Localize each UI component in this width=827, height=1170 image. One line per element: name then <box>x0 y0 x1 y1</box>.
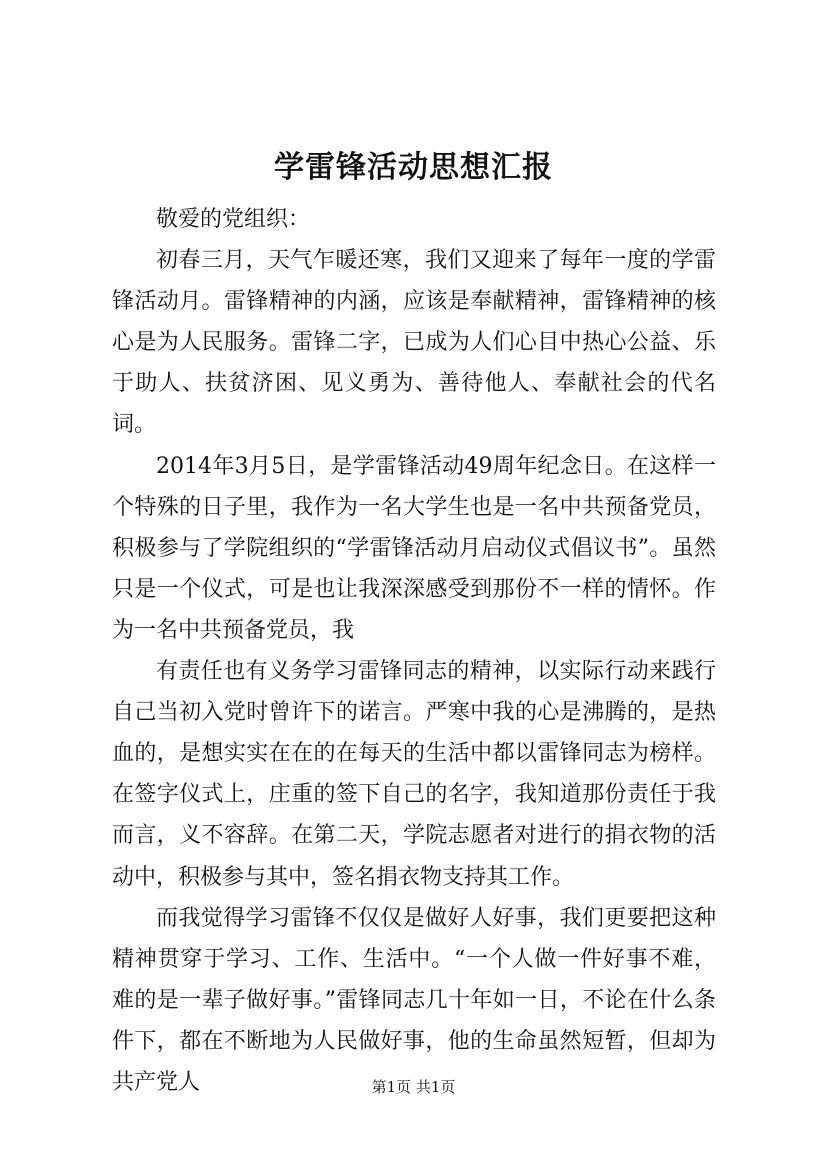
paragraph-1: 初春三月，天气乍暖还寒，我们又迎来了每年一度的学雷锋活动月。雷锋精神的内涵，应该是奉献精神，雷锋精神的核心是为人民服务。雷锋二字，已成为人们心目中热心公益、乐于助人、扶贫济困、见义勇为、善待他人、奉献社会的代名词。 <box>112 248 716 438</box>
page-footer: 第1页 共1页 <box>371 1078 456 1096</box>
document-title: 学雷锋活动思想汇报 <box>274 150 553 185</box>
paragraph-3: 有责任也有义务学习雷锋同志的精神，以实际行动来践行自己当初入党时曾许下的诺言。严寒中我的心是沸腾的，是热血的，是想实实在在的在每天的生活中都以雷锋同志为榜样。在签字仪式上，庄重的签下自己的名字，我知道那份责任于我而言，义不容辞。在第二天，学院志愿者对进行的捐衣物的活动中，积极参与其中，签名捐衣物支持其工作。 <box>112 659 716 890</box>
salutation: 敬爱的党组织： <box>156 207 311 232</box>
paragraph-2: 2014年3月5日，是学雷锋活动49周年纪念日。在这样一个特殊的日子里，我作为一名大学生也是一名中共预备党员，积极参与了学院组织的“学雷锋活动月启动仪式倡议书”。虽然只是一个仪式，可是也让我深深感受到那份不一样的情怀。作为一名中共预备党员，我 <box>112 453 716 643</box>
document-body <box>112 199 716 1103</box>
paragraph-4: 而我觉得学习雷锋不仅仅是做好人好事，我们更要把这种精神贯穿于学习、工作、生活中。“一个人做一件好事不难，难的是一辈子做好事。”雷锋同志几十年如一日，不论在什么条件下，都在不断地为人民做好事，他的生命虽然短暂，但却为共产党人 <box>112 905 716 1095</box>
